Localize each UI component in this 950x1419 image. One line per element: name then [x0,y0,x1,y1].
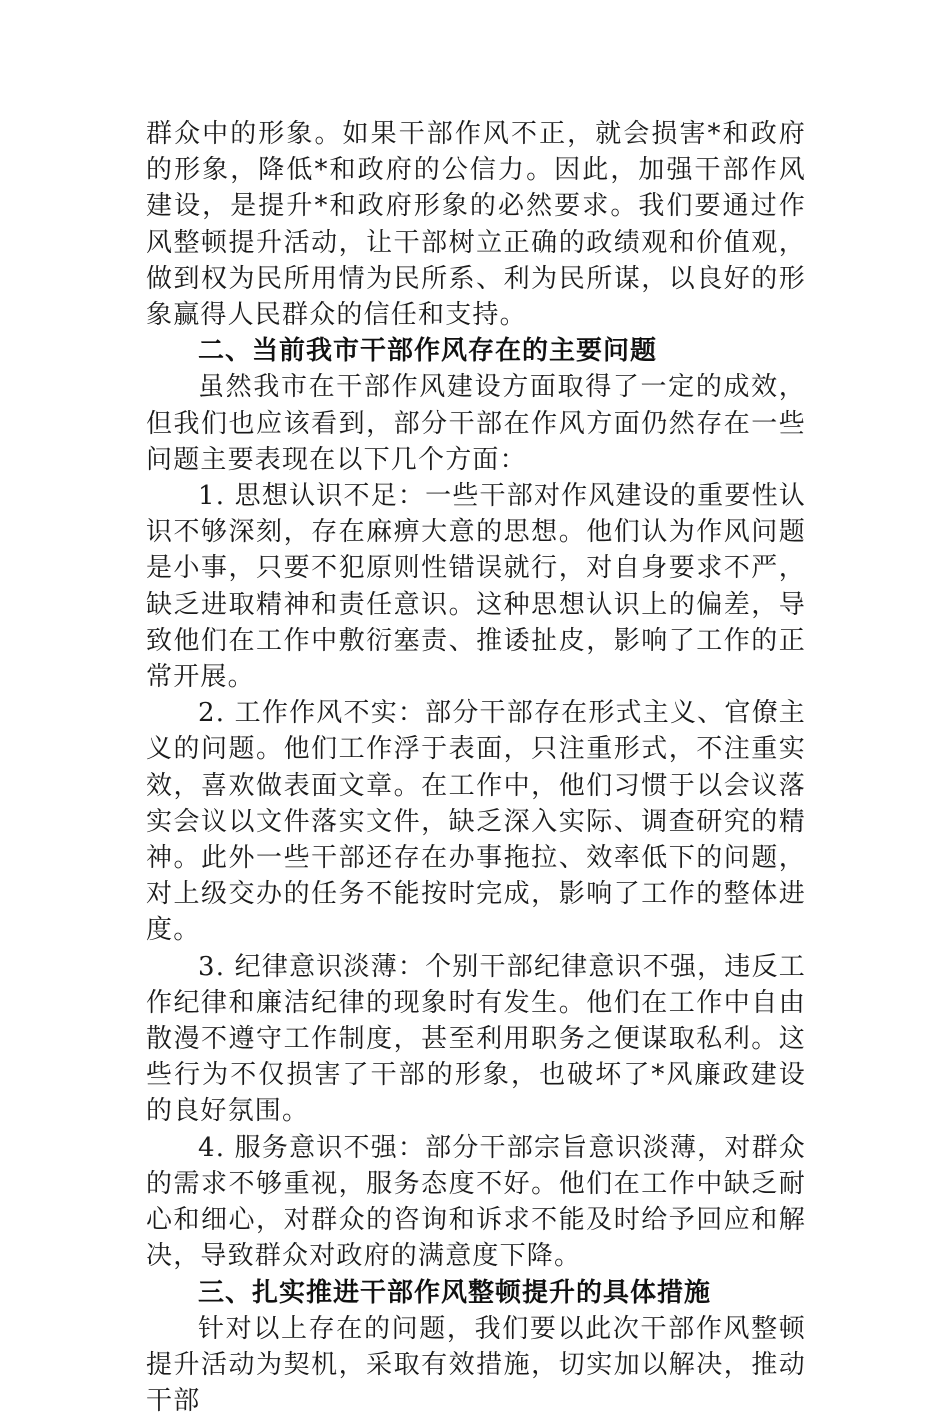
document-page [146,116,806,1419]
section-heading-3: 三、扎实推进干部作风整顿提升的具体措施 [198,1277,712,1308]
paragraph-issue-2: 2. 工作作风不实：部分干部存在形式主义、官僚主义的问题。他们工作浮于表面，只注重形式，不注重实效，喜欢做表面文章。在工作中，他们习惯于以会议落实会议以文件落实文件，缺乏深入实际、调查研究的精神。此外一些干部还存在办事拖拉、效率低下的问题，对上级交办的任务不能按时完成，影响了工作的整体进度。 [146,698,806,946]
paragraph-intro-continued: 群众中的形象。如果干部作风不正，就会损害*和政府的形象，降低*和政府的公信力。因此，加强干部作风建设，是提升*和政府形象的必然要求。我们要通过作风整顿提升活动，让干部树立正确的政绩观和价值观，做到权为民所用情为民所系、利为民所谋，以良好的形象赢得人民群众的信任和支持。 [146,119,806,331]
paragraph-section2-intro: 虽然我市在干部作风建设方面取得了一定的成效，但我们也应该看到，部分干部在作风方面仍然存在一些问题主要表现在以下几个方面： [146,372,806,475]
paragraph-issue-4: 4. 服务意识不强：部分干部宗旨意识淡薄，对群众的需求不够重视，服务态度不好。他们在工作中缺乏耐心和细心，对群众的咨询和诉求不能及时给予回应和解决，导致群众对政府的满意度下降。 [146,1132,806,1272]
paragraph-issue-3: 3. 纪律意识淡薄：个别干部纪律意识不强，违反工作纪律和廉洁纪律的现象时有发生。他们在工作中自由散漫不遵守工作制度，甚至利用职务之便谋取私利。这些行为不仅损害了干部的形象，也破坏了*风廉政建设的良好氛围。 [146,951,806,1127]
paragraph-issue-1: 1. 思想认识不足：一些干部对作风建设的重要性认识不够深刻，存在麻痹大意的思想。他们认为作风问题是小事，只要不犯原则性错误就行，对自身要求不严，缺乏进取精神和责任意识。这种思想认识上的偏差，导致他们在工作中敷衍塞责、推诿扯皮，影响了工作的正常开展。 [146,481,806,693]
section-heading-2: 二、当前我市干部作风存在的主要问题 [198,336,658,367]
paragraph-section3-intro: 针对以上存在的问题，我们要以此次干部作风整顿提升活动为契机，采取有效措施，切实加以解决，推动干部 [146,1313,806,1417]
